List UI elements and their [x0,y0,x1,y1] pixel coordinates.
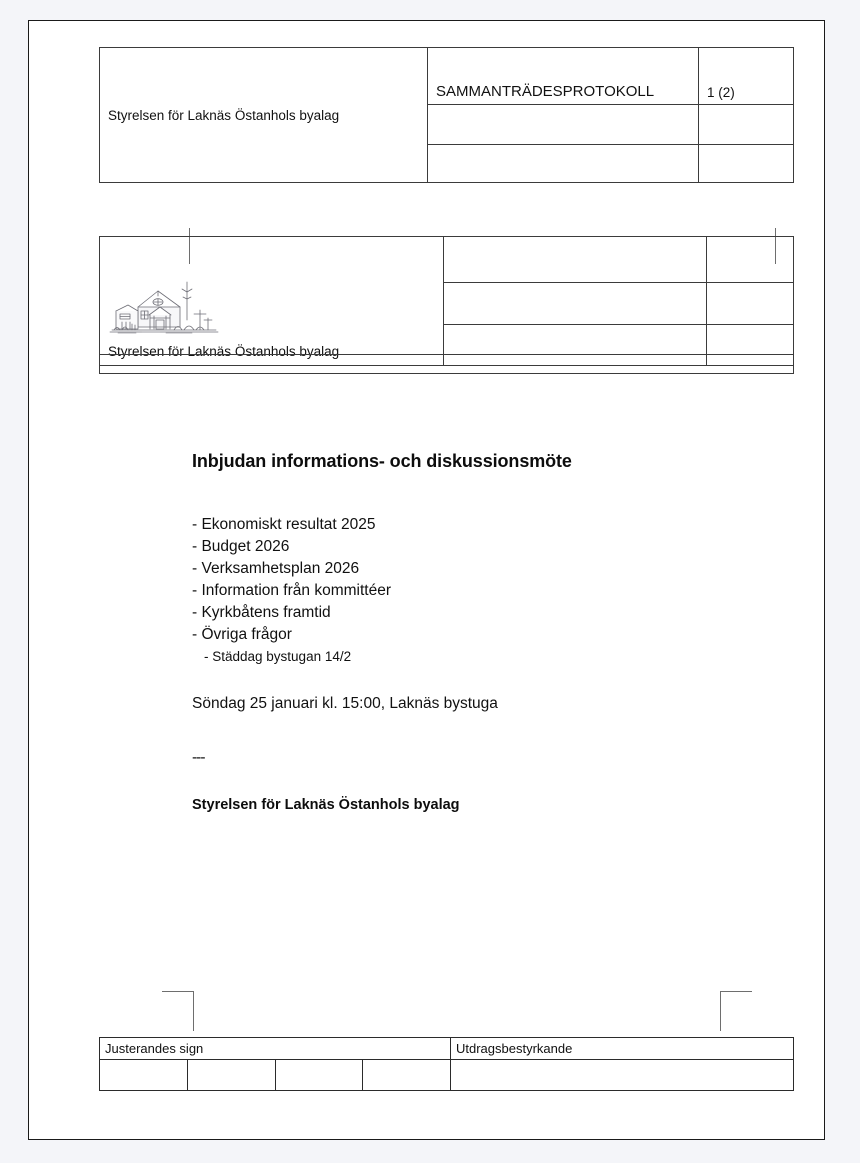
organization-name: Styrelsen för Laknäs Östanhols byalag [108,344,340,359]
document-page [28,20,825,1140]
table-row [100,237,794,283]
logo-and-organization-cell [100,237,444,366]
header2-cell-r2-left [444,282,707,325]
page-number-cell: 1 (2) [699,48,794,105]
table-row [100,1060,794,1091]
table-row [100,1038,794,1060]
signature-box-3[interactable] [275,1060,363,1091]
header2-cell-r2-right [707,282,794,325]
list-item: - Kyrkbåtens framtid [192,604,331,621]
text-separator: --- [192,749,205,766]
header-cell-r2-right [699,105,794,145]
utdragsbestyrkande-box[interactable] [451,1060,794,1091]
organization-cell [100,48,428,183]
justerandes-sign-label: Justerandes sign [100,1038,451,1060]
header2-cell-r1-right [707,237,794,283]
header-table-primary [99,47,794,183]
list-item-sub: - Städdag bystugan 14/2 [204,649,352,664]
header-cell-r3-left [428,145,699,183]
header-strip-table [99,354,794,374]
list-item: - Ekonomiskt resultat 2025 [192,516,376,533]
signature-organization: Styrelsen för Laknäs Östanhols byalag [192,797,460,813]
page-title: Inbjudan informations- och diskussionsmöte [192,451,572,471]
header-strip-cell [100,355,794,374]
header2-cell-r1-left [444,237,707,283]
header-table-secondary [99,236,794,366]
table-row [100,355,794,374]
list-item: - Budget 2026 [192,538,290,555]
signature-box-4[interactable] [363,1060,451,1091]
document-body [192,451,762,813]
crop-mark-bottom-left [162,991,194,1031]
utdragsbestyrkande-label: Utdragsbestyrkande [451,1038,794,1060]
signature-box-1[interactable] [100,1060,188,1091]
list-item: - Verksamhetsplan 2026 [192,560,360,577]
footer-signature-table [99,1037,794,1091]
agenda-list [192,514,762,667]
table-row [100,48,794,105]
crop-mark-bottom-right [720,991,752,1031]
village-house-sketch-icon [108,280,220,342]
meeting-details: Söndag 25 januari kl. 15:00, Laknäs bystuga [192,695,498,712]
header-cell-r3-right [699,145,794,183]
list-item: - Information från kommittéer [192,582,391,599]
organization-name: Styrelsen för Laknäs Östanhols byalag [108,107,340,123]
signature-box-2[interactable] [187,1060,275,1091]
list-item: - Övriga frågor [192,626,292,643]
header-cell-r2-left [428,105,699,145]
document-type-cell: SAMMANTRÄDESPROTOKOLL [428,48,699,105]
